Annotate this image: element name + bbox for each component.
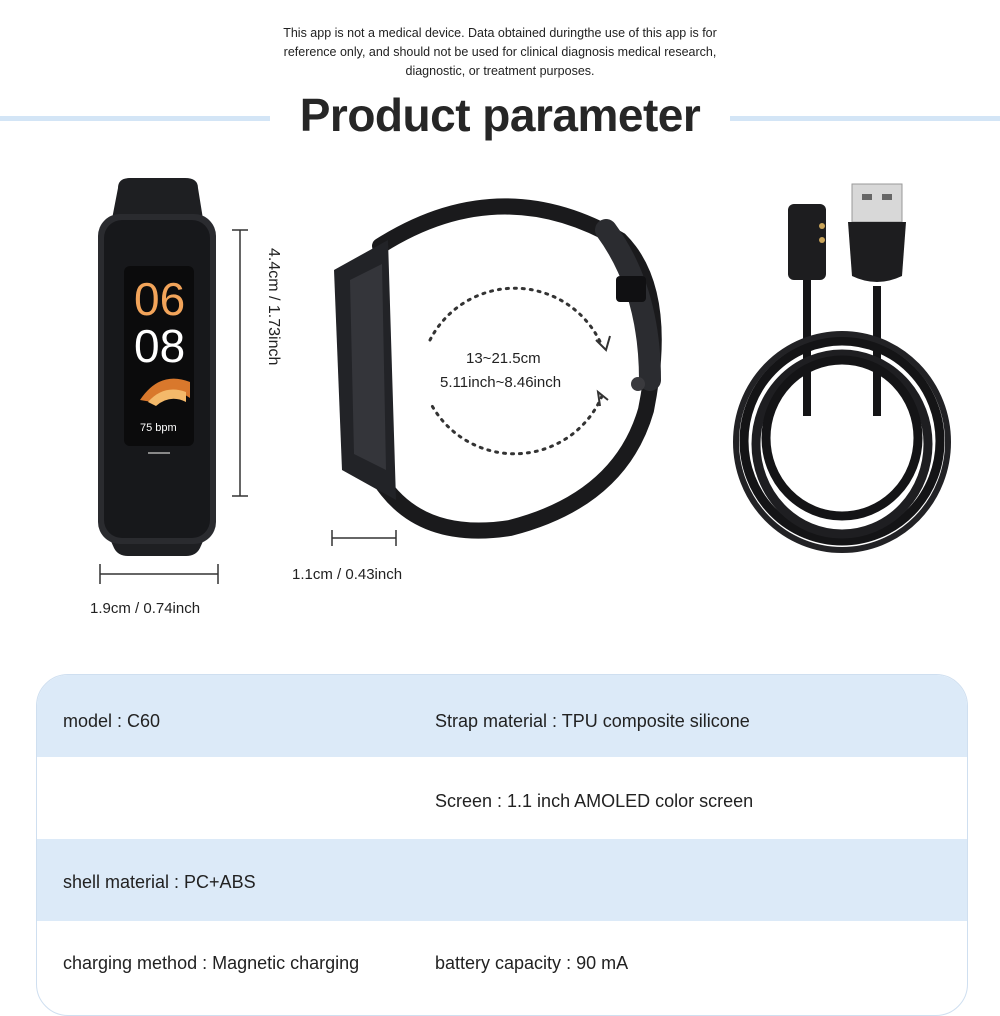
charger-pin-2 [819,237,825,243]
strap-tail [606,230,650,380]
arrow-head-top [596,336,610,350]
disclaimer-line-1: This app is not a medical device. Data obtained duringthe use of this app is for [283,26,717,40]
usb-plug-metal [852,184,902,222]
title-rule-left [0,116,270,121]
spec-row [37,921,967,1003]
cable-coil-1 [744,341,940,541]
watch-body-side-highlight [350,264,386,470]
spec-row [37,839,967,921]
spec-row [37,675,967,757]
charger-pin-1 [819,223,825,229]
spec-screen: Screen : 1.1 inch AMOLED color screen [435,791,754,811]
spec-row [37,757,967,839]
spec-charging-method: charging method : Magnetic charging [63,953,360,973]
watch-minute: 08 [134,320,186,372]
circumference-arc-bottom [430,396,602,454]
spec-strap-material: Strap material : TPU composite silicone [435,711,750,731]
cable-coil-3 [766,360,918,516]
page-title: Product parameter [299,89,701,141]
title-rule-right [730,116,1000,121]
disclaimer-line-3: diagnostic, or treatment purposes. [405,64,595,78]
cable-coil-2 [756,354,928,534]
spec-table [36,674,968,1016]
watch-hour: 06 [134,273,186,325]
charging-cable [722,176,962,576]
heart-rate-reading: 75 bpm [140,422,177,434]
thickness-dimension-label: 1.1cm / 0.43inch [292,566,403,583]
strap-buckle-pin [631,377,645,391]
spec-battery-capacity: battery capacity : 90 mA [435,953,629,973]
strap-length-inch-label: 5.11inch~8.46inch [440,374,562,391]
screen-indicator [148,452,170,454]
width-dimension-label: 1.9cm / 0.74inch [90,600,201,617]
disclaimer-line-2: reference only, and should not be used for clinical diagnosis medical research, [283,45,717,59]
watch-front-view [90,170,280,630]
usb-plug-hole-1 [862,194,872,200]
arrow-head-bottom [598,392,608,406]
height-dimension-label: 4.4cm / 1.73inch [265,248,282,366]
watch-side-view [320,180,680,560]
spec-shell-material: shell material : PC+ABS [63,872,256,892]
usb-plug-housing [848,222,906,282]
circumference-arc-top [430,288,602,346]
strap-length-cm-label: 13~21.5cm [466,350,541,367]
spec-model: model : C60 [63,711,161,731]
strap-keeper [616,276,646,302]
usb-plug-hole-2 [882,194,892,200]
disclaimer-text [200,24,800,81]
